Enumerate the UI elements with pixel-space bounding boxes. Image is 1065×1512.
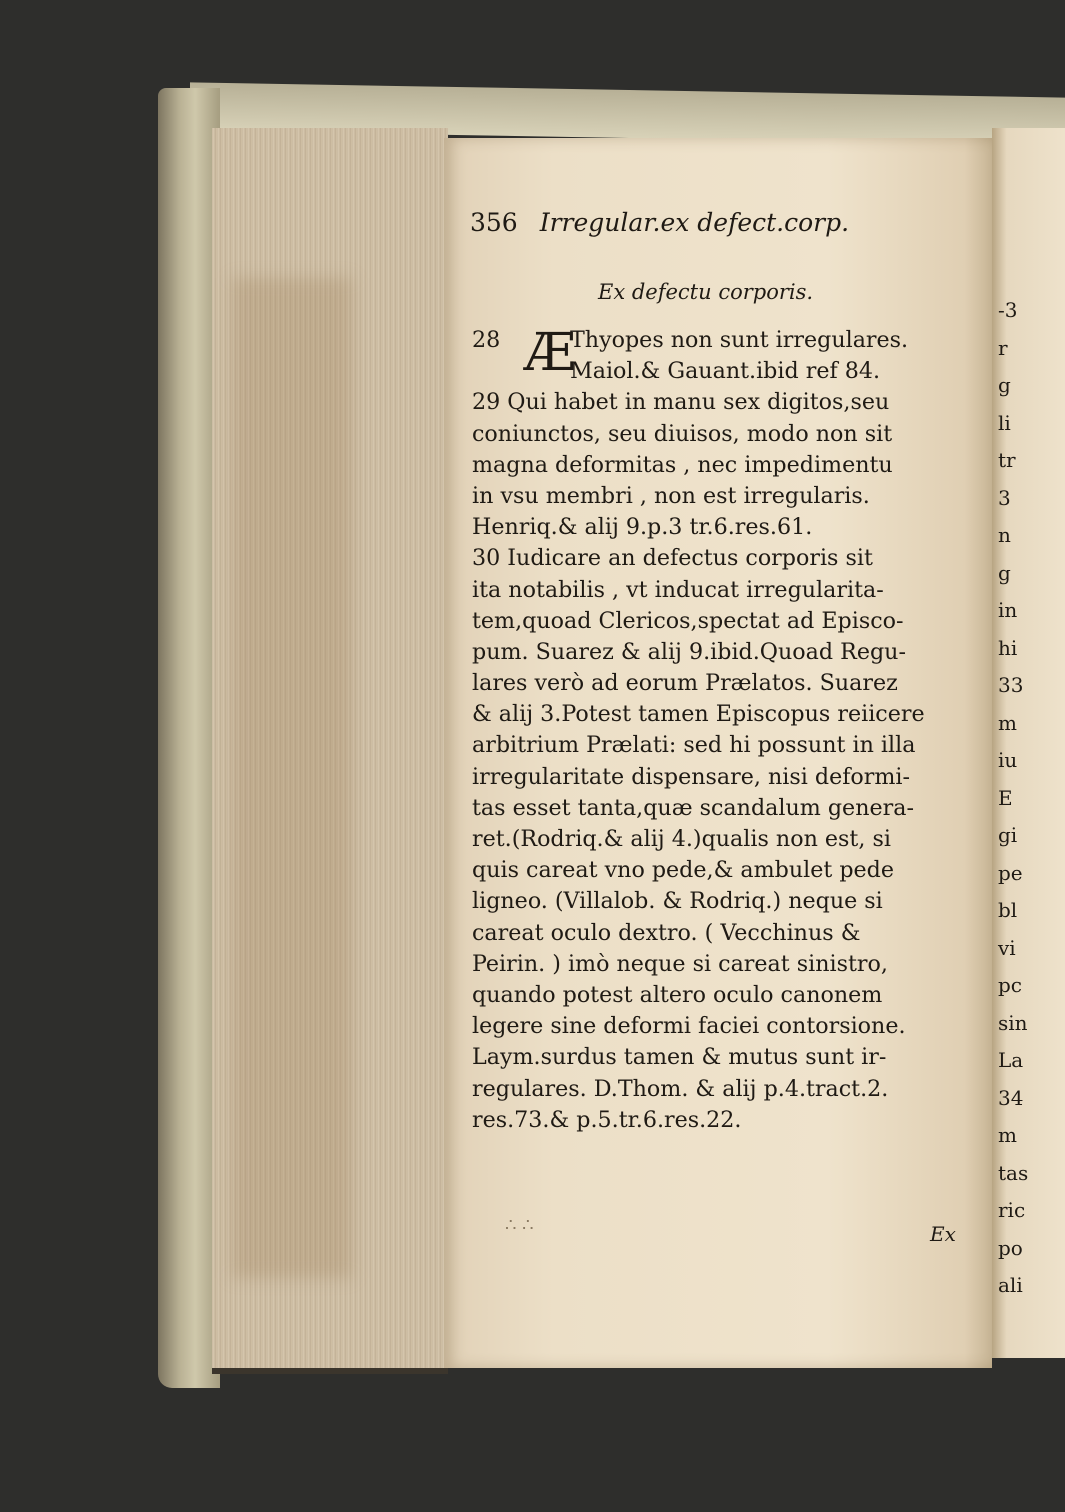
fragment-text: pc (998, 973, 1023, 997)
running-head-title: Irregular.ex defect.corp. (539, 208, 850, 237)
text-line: magna deformitas , nec impedimentu (472, 451, 893, 478)
fragment-text: n (998, 523, 1011, 547)
fragment-text: pe (998, 860, 1023, 885)
fragment-text: 33 (998, 673, 1024, 697)
text-lines (472, 387, 925, 1136)
fragment-text: -3 (998, 298, 1018, 322)
text-line: ret.(Rodriq.& alij 4.)qualis non est, si (472, 826, 891, 853)
text-line: quando potest altero oculo canonem (472, 981, 883, 1008)
water-stain (232, 278, 352, 1278)
text-line: regulares. D.Thom. & alij p.4.tract.2. (472, 1075, 889, 1102)
fragment-text: tas (998, 1160, 1029, 1185)
text-line: Henriq.& alij 9.p.3 tr.6.res.61. (472, 514, 813, 541)
fragment-text: E (998, 785, 1013, 810)
text-line: ita notabilis , vt inducat irregularita- (472, 576, 884, 603)
fragment-text: ric (998, 1198, 1026, 1222)
text-line: lares verò ad eorum Prælatos. Suarez (472, 670, 898, 697)
fragment-text: tr (998, 448, 1016, 472)
bottom-marks: ∴ ∴ (505, 1215, 534, 1236)
fragment-text: m (998, 1123, 1017, 1147)
body-text (472, 325, 925, 1136)
fragment-text: vi (998, 935, 1016, 960)
fragment-text: g (998, 373, 1011, 397)
text-line: arbitrium Prælati: sed hi possunt in illa (472, 732, 916, 759)
text-line: pum. Suarez & alij 9.ibid.Quoad Regu- (472, 638, 906, 665)
page-number: 356 (470, 208, 518, 237)
right-page-fragment (992, 128, 1065, 1358)
text-line: ligneo. (Villalob. & Rodriq.) neque si (472, 888, 883, 915)
text-line: Maiol.& Gauant.ibid ref 84. (570, 358, 881, 385)
text-line: quis careat vno pede,& ambulet pede (472, 857, 894, 884)
fragment-text: 34 (998, 1085, 1024, 1110)
section-heading: Ex defectu corporis. (598, 280, 814, 304)
text-line: tem,quoad Clericos,spectat ad Episco- (472, 607, 904, 634)
text-line: careat oculo dextro. ( Vecchinus & (472, 919, 861, 946)
catchword: Ex (930, 1222, 956, 1246)
book-spine (158, 88, 220, 1388)
paragraph-number: 28 (472, 327, 501, 353)
text-line: legere sine deformi faciei contorsione. (472, 1013, 906, 1040)
fragment-text: bl (998, 898, 1018, 922)
text-line: irregularitate dispensare, nisi deformi- (472, 763, 911, 790)
text-line: Laym.surdus tamen & mutus sunt ir- (472, 1044, 887, 1071)
text-line: coniunctos, seu diuisos, modo non sit (472, 420, 893, 447)
fragment-text: li (998, 410, 1011, 435)
fragment-text: gi (998, 823, 1018, 847)
running-head (470, 208, 849, 237)
text-line: in vsu membri , non est irregularis. (472, 482, 870, 509)
fragment-text: La (998, 1048, 1024, 1072)
fragment-text: 3 (998, 485, 1011, 510)
text-line: Peirin. ) imò neque si careat sinistro, (472, 950, 888, 977)
fragment-text: ali (998, 1273, 1023, 1297)
drop-initial: Æ (524, 323, 577, 383)
text-line: 30 Iudicare an defectus corporis sit (472, 545, 873, 572)
paragraph-28 (472, 325, 925, 387)
text-line: tas esset tanta,quæ scandalum genera- (472, 794, 914, 821)
fragment-text: r (998, 335, 1008, 360)
text-line: res.73.& p.5.tr.6.res.22. (472, 1106, 742, 1133)
text-line: 29 Qui habet in manu sex digitos,seu (472, 389, 890, 416)
fragment-text: in (998, 598, 1018, 622)
text-line: Thyopes non sunt irregulares. (570, 327, 909, 353)
fragment-text: m (998, 710, 1017, 735)
fragment-text: po (998, 1235, 1023, 1260)
fragment-text: g (998, 560, 1011, 585)
fragment-text: hi (998, 635, 1018, 660)
page-edges (212, 128, 448, 1374)
fragment-text: iu (998, 748, 1018, 772)
fragment-text: sin (998, 1010, 1028, 1035)
text-line: & alij 3.Potest tamen Episcopus reiicere (472, 701, 925, 728)
